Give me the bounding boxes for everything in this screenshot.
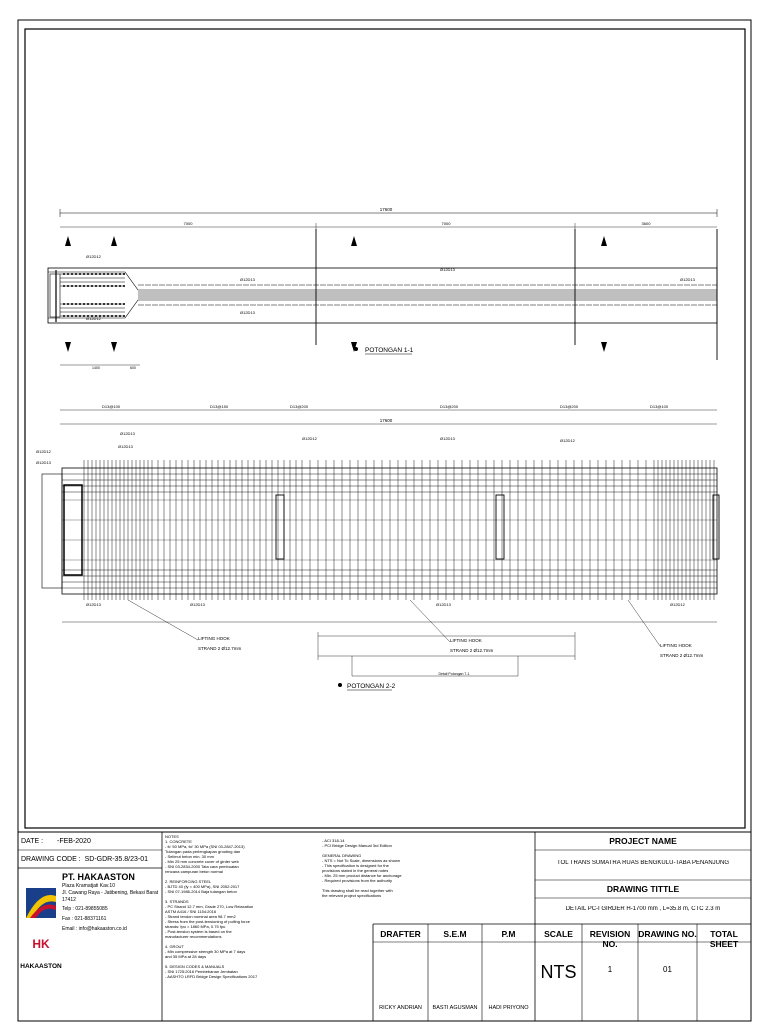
note-line: - Min compressive strength 30 MPa at 7 days	[165, 949, 246, 954]
bar-callout: Ø12D13	[118, 444, 133, 449]
col-header-sem: S.E.M	[443, 929, 467, 939]
company-phone: Telp : 021-89855085	[62, 906, 108, 912]
note-line: - fc' 50 MPa, fci' 30 MPa (SNI 03-2847-2013)	[165, 844, 245, 849]
note-line: This drawing shall be read together with	[322, 888, 393, 893]
col-header-revision: REVISION NO.	[589, 929, 631, 949]
lifting-hook-label-3: LIFTING HOOK	[660, 643, 692, 648]
note-line: provisions stated in the general notes	[322, 868, 389, 873]
note-line: rencana campuran beton normal	[165, 869, 223, 874]
strand-label-1: STRAND 2 Ø12.7mm	[198, 646, 242, 651]
company-name: PT. HAKAASTON	[62, 872, 135, 882]
bar-callout: Ø12D13	[440, 267, 455, 272]
project-name-header: PROJECT NAME	[609, 836, 677, 846]
drawing-frame	[25, 29, 745, 828]
top-dimension-text: 17600	[379, 207, 393, 212]
col-header-drawing-no: DRAWING NO.	[638, 929, 697, 939]
company-address-2: Jl. Cawang Raya - Jatibening, Bekasi Barat	[62, 890, 159, 896]
pm-name: HADI PRIYONO	[488, 1005, 529, 1011]
drawing-code-label: DRAWING CODE :	[21, 856, 81, 863]
sem-name: BASTI AGUSMAN	[432, 1005, 478, 1011]
company-fax: Fax : 021-88371161	[62, 916, 107, 922]
note-line: - AASHTO LRFD Bridge Design Specifications 2017	[165, 974, 258, 979]
note-line: - Selimut beton min. 30 mm	[165, 854, 214, 859]
bar-callout: Ø12D12	[36, 449, 51, 454]
note-line: ASTM A416 / SNI 1154:2016	[165, 909, 217, 914]
note-line: - Min 25 mm concrete cover of girder web	[165, 859, 239, 864]
svg-text:1400: 1400	[92, 366, 100, 370]
svg-text:17600: 17600	[379, 418, 393, 423]
detail-label: Detail Potongan 7-1	[438, 672, 470, 676]
company-address-3: 17412	[62, 897, 76, 903]
company-logo	[20, 888, 62, 970]
section-1-1-elevation	[48, 207, 717, 370]
bar-callout: Ø12D12	[86, 254, 101, 259]
drawing-code-row	[21, 856, 161, 864]
col-header-scale: SCALE	[544, 929, 573, 939]
note-line: 5. DESIGN CODES & MANUALS	[165, 964, 225, 969]
logo-text: HAKAASTON	[20, 963, 62, 970]
bar-callout: Ø12D13	[36, 460, 51, 465]
note-line: - Required provisions from the authority	[322, 878, 393, 883]
stirrup-label: D13@200	[560, 404, 579, 409]
note-line: - Min. 25 mm product distance for anchorage	[322, 873, 402, 878]
company-info	[62, 872, 160, 934]
date-row	[21, 838, 161, 846]
bar-callout: Ø12D13	[86, 602, 101, 607]
note-line: - Strand tendon nominal area 98.7 mm2	[165, 914, 236, 919]
bar-callout: Ø12D13	[120, 431, 135, 436]
note-line: - ACI 318-14	[322, 838, 345, 843]
note-line: - SNI 03-2834-2000 Tata cara pembuatan	[165, 864, 239, 869]
bar-callout: Ø12D13	[436, 602, 451, 607]
note-line: - PCI Bridge Design Manual 3rd Edition	[322, 843, 392, 848]
span-dim-2: 7000	[441, 221, 451, 226]
bar-callout: Ø12D13	[680, 277, 695, 282]
project-name: TOL TRANS SUMATRA RUAS BENGKULU-TABA PENANJUNG	[556, 860, 730, 866]
drawing-title-header: DRAWING TITTLE	[606, 884, 680, 894]
strand-label-3: STRAND 2 Ø12.7mm	[660, 653, 704, 658]
section-2-2-side-view	[36, 404, 719, 690]
note-line: 4. GROUT	[165, 944, 184, 949]
general-notes-left	[165, 834, 315, 1019]
note-line: GENERAL DRAWING	[322, 853, 362, 858]
drafter-name: RICKY ANDRIAN	[379, 1005, 422, 1011]
note-line: manufacturer recommendations	[165, 934, 222, 939]
note-line: NOTES	[165, 834, 179, 839]
date-value: -FEB-2020	[57, 838, 91, 845]
drawing-title: DETAIL PC-I GIRDER H-1700 mm , L=35.8 m, CTC 2.3 m	[565, 906, 721, 912]
stirrup-label: D13@100	[650, 404, 669, 409]
drawing-code-value: SD-GDR-35.8/23-01	[84, 856, 149, 863]
span-dim-1: 7000	[183, 221, 193, 226]
note-line: - This specification is designed for the	[322, 863, 389, 868]
lifting-hook-label-1: LIFTING HOOK	[198, 636, 230, 641]
note-line: - SNI 1725:2016 Pembebanan Jembatan	[165, 969, 238, 974]
bar-callout: Ø12D12	[86, 316, 101, 321]
note-line: strands: fpu = 1860 MPa, 0.75 fpu	[165, 924, 226, 929]
stirrup-label: D13@200	[290, 404, 309, 409]
col-header-drafter: DRAFTER	[380, 929, 421, 939]
bar-callout: Ø12D13	[240, 310, 255, 315]
scale-value: NTS	[540, 962, 577, 982]
note-line: - Stress from the post-tensioning of pulling force	[165, 919, 250, 924]
note-line: - BJTD 40 (fy = 400 MPa), SNI 2052:2017	[165, 884, 240, 889]
bar-callout: Ø12D13	[190, 602, 205, 607]
note-line: 3. STRANDS	[165, 899, 189, 904]
span-dim-3: 3600	[641, 221, 651, 226]
bar-callout: Ø12D13	[240, 277, 255, 282]
general-notes-middle	[322, 838, 532, 918]
note-line: - NTS = Not To Scale, dimensions as shown	[322, 858, 401, 863]
note-line: the relevant project specifications	[322, 893, 382, 898]
logo-mark-text: HK	[32, 937, 50, 951]
company-email: Email : info@hakaaston.co.id	[62, 926, 127, 932]
svg-text:600: 600	[130, 366, 136, 370]
bar-callout: Ø12D12	[302, 436, 317, 441]
stirrup-label: D13@150	[210, 404, 229, 409]
stirrup-label: D13@200	[440, 404, 459, 409]
section-2-label: POTONGAN 2-2	[347, 683, 396, 690]
note-line: and 35 MPa at 28 days	[165, 954, 207, 959]
note-line: 2. REINFORCING STEEL	[165, 879, 212, 884]
note-line: - PC Strand 12.7 mm, Grade 270, Low Relaxation	[165, 904, 254, 909]
section-1-label: POTONGAN 1-1	[365, 347, 414, 354]
col-header-total-sheet: TOTAL SHEET	[709, 929, 739, 949]
note-line: Tulangan pada perlengkapan grouting dan	[165, 849, 241, 854]
lifting-hook-label-2: LIFTING HOOK	[450, 638, 482, 643]
col-header-pm: P.M	[501, 929, 516, 939]
date-label: DATE :	[21, 838, 44, 845]
bar-callout: Ø12D12	[670, 602, 685, 607]
stirrup-label: D13@100	[102, 404, 121, 409]
note-line: - SNI 07-1986-2014 Baja tulangan beton	[165, 889, 237, 894]
bar-callout: Ø12D13	[440, 436, 455, 441]
company-address-1: Plaza Kramatjati Kav.10	[62, 883, 115, 889]
bar-callout: Ø12D12	[560, 438, 575, 443]
drawing-no-value: 01	[663, 965, 672, 974]
strand-label-2: STRAND 2 Ø12.7mm	[450, 648, 494, 653]
note-line: - Post-tension system is based on the	[165, 929, 232, 934]
revision-value: 1	[607, 965, 613, 974]
note-line: 1. CONCRETE	[165, 839, 192, 844]
